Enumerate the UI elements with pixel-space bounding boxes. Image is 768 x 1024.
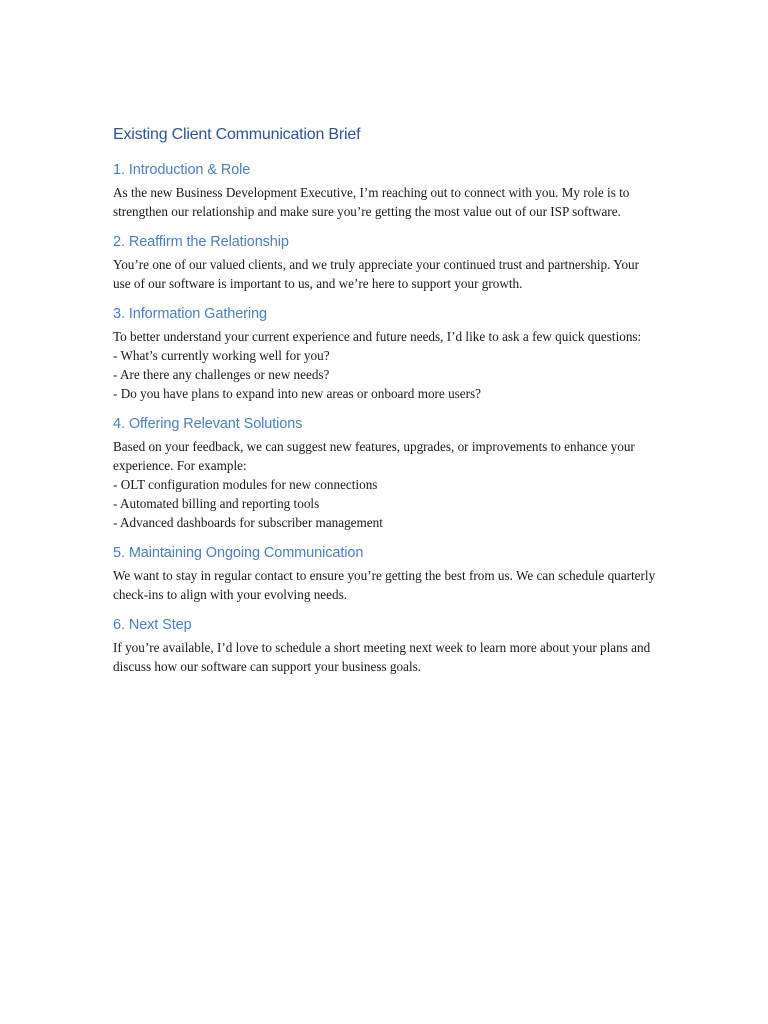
bullet-line: - Advanced dashboards for subscriber management	[113, 515, 383, 530]
document-title: Existing Client Communication Brief	[113, 126, 361, 143]
body-line: Based on your feedback, we can suggest new features, upgrades, or improvements to enhance your experience. For example:	[113, 439, 635, 473]
section-heading: 2. Reaffirm the Relationship	[113, 234, 289, 250]
body-line: You’re one of our valued clients, and we truly appreciate your continued trust and partnership. Your use of our software is important to us, and we’re here to support your growth.	[113, 257, 640, 291]
bullet-line: - Automated billing and reporting tools	[113, 496, 320, 511]
body-line: As the new Business Development Executive, I’m reaching out to connect with you. My role is to strengthen our relationship and make sure you’re getting the most value out of our ISP software.	[113, 185, 630, 219]
document-page	[113, 124, 658, 687]
section-body	[113, 327, 658, 403]
body-line: We want to stay in regular contact to ensure you’re getting the best from us. We can schedule quarterly check-ins to align with your evolving needs.	[113, 568, 656, 602]
section-introduction	[113, 160, 658, 221]
bullet-line: - Are there any challenges or new needs?	[113, 367, 330, 382]
section-body	[113, 255, 658, 293]
section-body	[113, 566, 658, 604]
section-heading: 4. Offering Relevant Solutions	[113, 416, 303, 432]
section-information-gathering	[113, 304, 658, 403]
section-body	[113, 638, 658, 676]
body-line: To better understand your current experience and future needs, I’d like to ask a few quick questions:	[113, 329, 642, 344]
section-heading: 5. Maintaining Ongoing Communication	[113, 545, 364, 561]
section-heading: 3. Information Gathering	[113, 306, 267, 322]
section-heading: 1. Introduction & Role	[113, 162, 251, 178]
bullet-line: - What’s currently working well for you?	[113, 348, 330, 363]
bullet-line: - Do you have plans to expand into new areas or onboard more users?	[113, 386, 482, 401]
section-heading: 6. Next Step	[113, 617, 192, 633]
section-solutions	[113, 414, 658, 532]
section-next-step	[113, 615, 658, 676]
section-body	[113, 437, 658, 532]
section-body	[113, 183, 658, 221]
bullet-line: - OLT configuration modules for new connections	[113, 477, 378, 492]
section-ongoing-communication	[113, 543, 658, 604]
body-line: If you’re available, I’d love to schedule a short meeting next week to learn more about your plans and discuss how our software can support your business goals.	[113, 640, 651, 674]
section-reaffirm	[113, 232, 658, 293]
